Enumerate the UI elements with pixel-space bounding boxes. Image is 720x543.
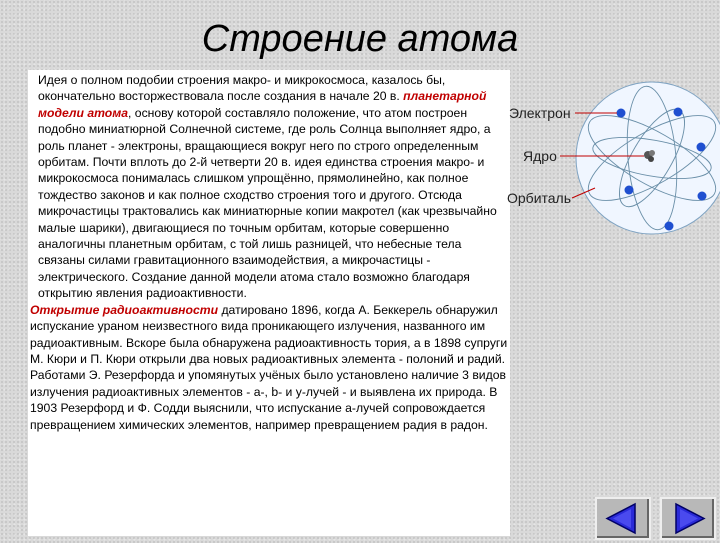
body-text xyxy=(30,72,510,433)
label-nucleus: Ядро xyxy=(523,148,557,164)
highlight-radioactivity: Открытие радиоактивности xyxy=(30,302,219,317)
paragraph-text: , основу которой составляло положение, что атом построен подобно миниатюрной Солнечной системе, где роль Солнца выполняет ядро, а роль планет - электроны, вращающиеся вокруг него по строго определенным орбитам. Почти вплоть до 2-й четверти 20 в. идея единства строения макро- и микрокосмоса понималась слишком упрощённо, прямолинейно, как полное тождество законов и как полное сходство строения того и другого. Отсюда микрочастицы трактовались как миниатюрные копии макротел (как чрезвычайно малые шарики), двигающиеся по точным орбитам, которые совершенно аналогичны планетным орбитам, с той лишь разницей, что небесные тела связаны силами гравитационного взаимодействия, а микрочастицы - электрического. Создание данной модели атома стало возможно благодаря открытию явления радиоактивности. xyxy=(38,105,497,301)
paragraph-radioactivity xyxy=(30,302,510,433)
page-title: Строение атома xyxy=(201,18,519,60)
prev-slide-button[interactable] xyxy=(595,497,651,540)
paragraph-planetary-model xyxy=(30,72,510,302)
paragraph-text: Идея о полном подобии строения макро- и микрокосмоса, казалось бы, окончательно восторжествовала после создания в начале 20 в. xyxy=(38,73,446,104)
triangle-right-icon xyxy=(662,499,714,538)
label-electron: Электрон xyxy=(509,105,571,121)
paragraph-text: датировано 1896, когда А. Беккерель обнаружил испускание ураном неизвестного вида проникающего излучения, названного им радиоактивным. Вскоре была обнаружена радиоактивность тория, а в 1898 супруги М. Кюри и П. Кюри открыли два новых радиоактивных элемента - полоний и радий. Работами Э. Резерфорда и упомянутых учёных было установлено наличие 3 видов излучения радиоактивных элементов - a-, b- и y-лучей - и выявлена их природа. В 1903 Резерфорд и Ф. Содди выяснили, что испускание a-лучей сопровождается превращением химических элементов, например превращением радия в радон. xyxy=(30,302,508,432)
atom-diagram xyxy=(505,80,720,255)
label-orbital: Орбиталь xyxy=(507,190,572,206)
highlight-planetary-model: планетарной модели атома xyxy=(38,89,487,120)
next-slide-button[interactable] xyxy=(660,497,716,540)
triangle-left-icon xyxy=(597,499,649,538)
